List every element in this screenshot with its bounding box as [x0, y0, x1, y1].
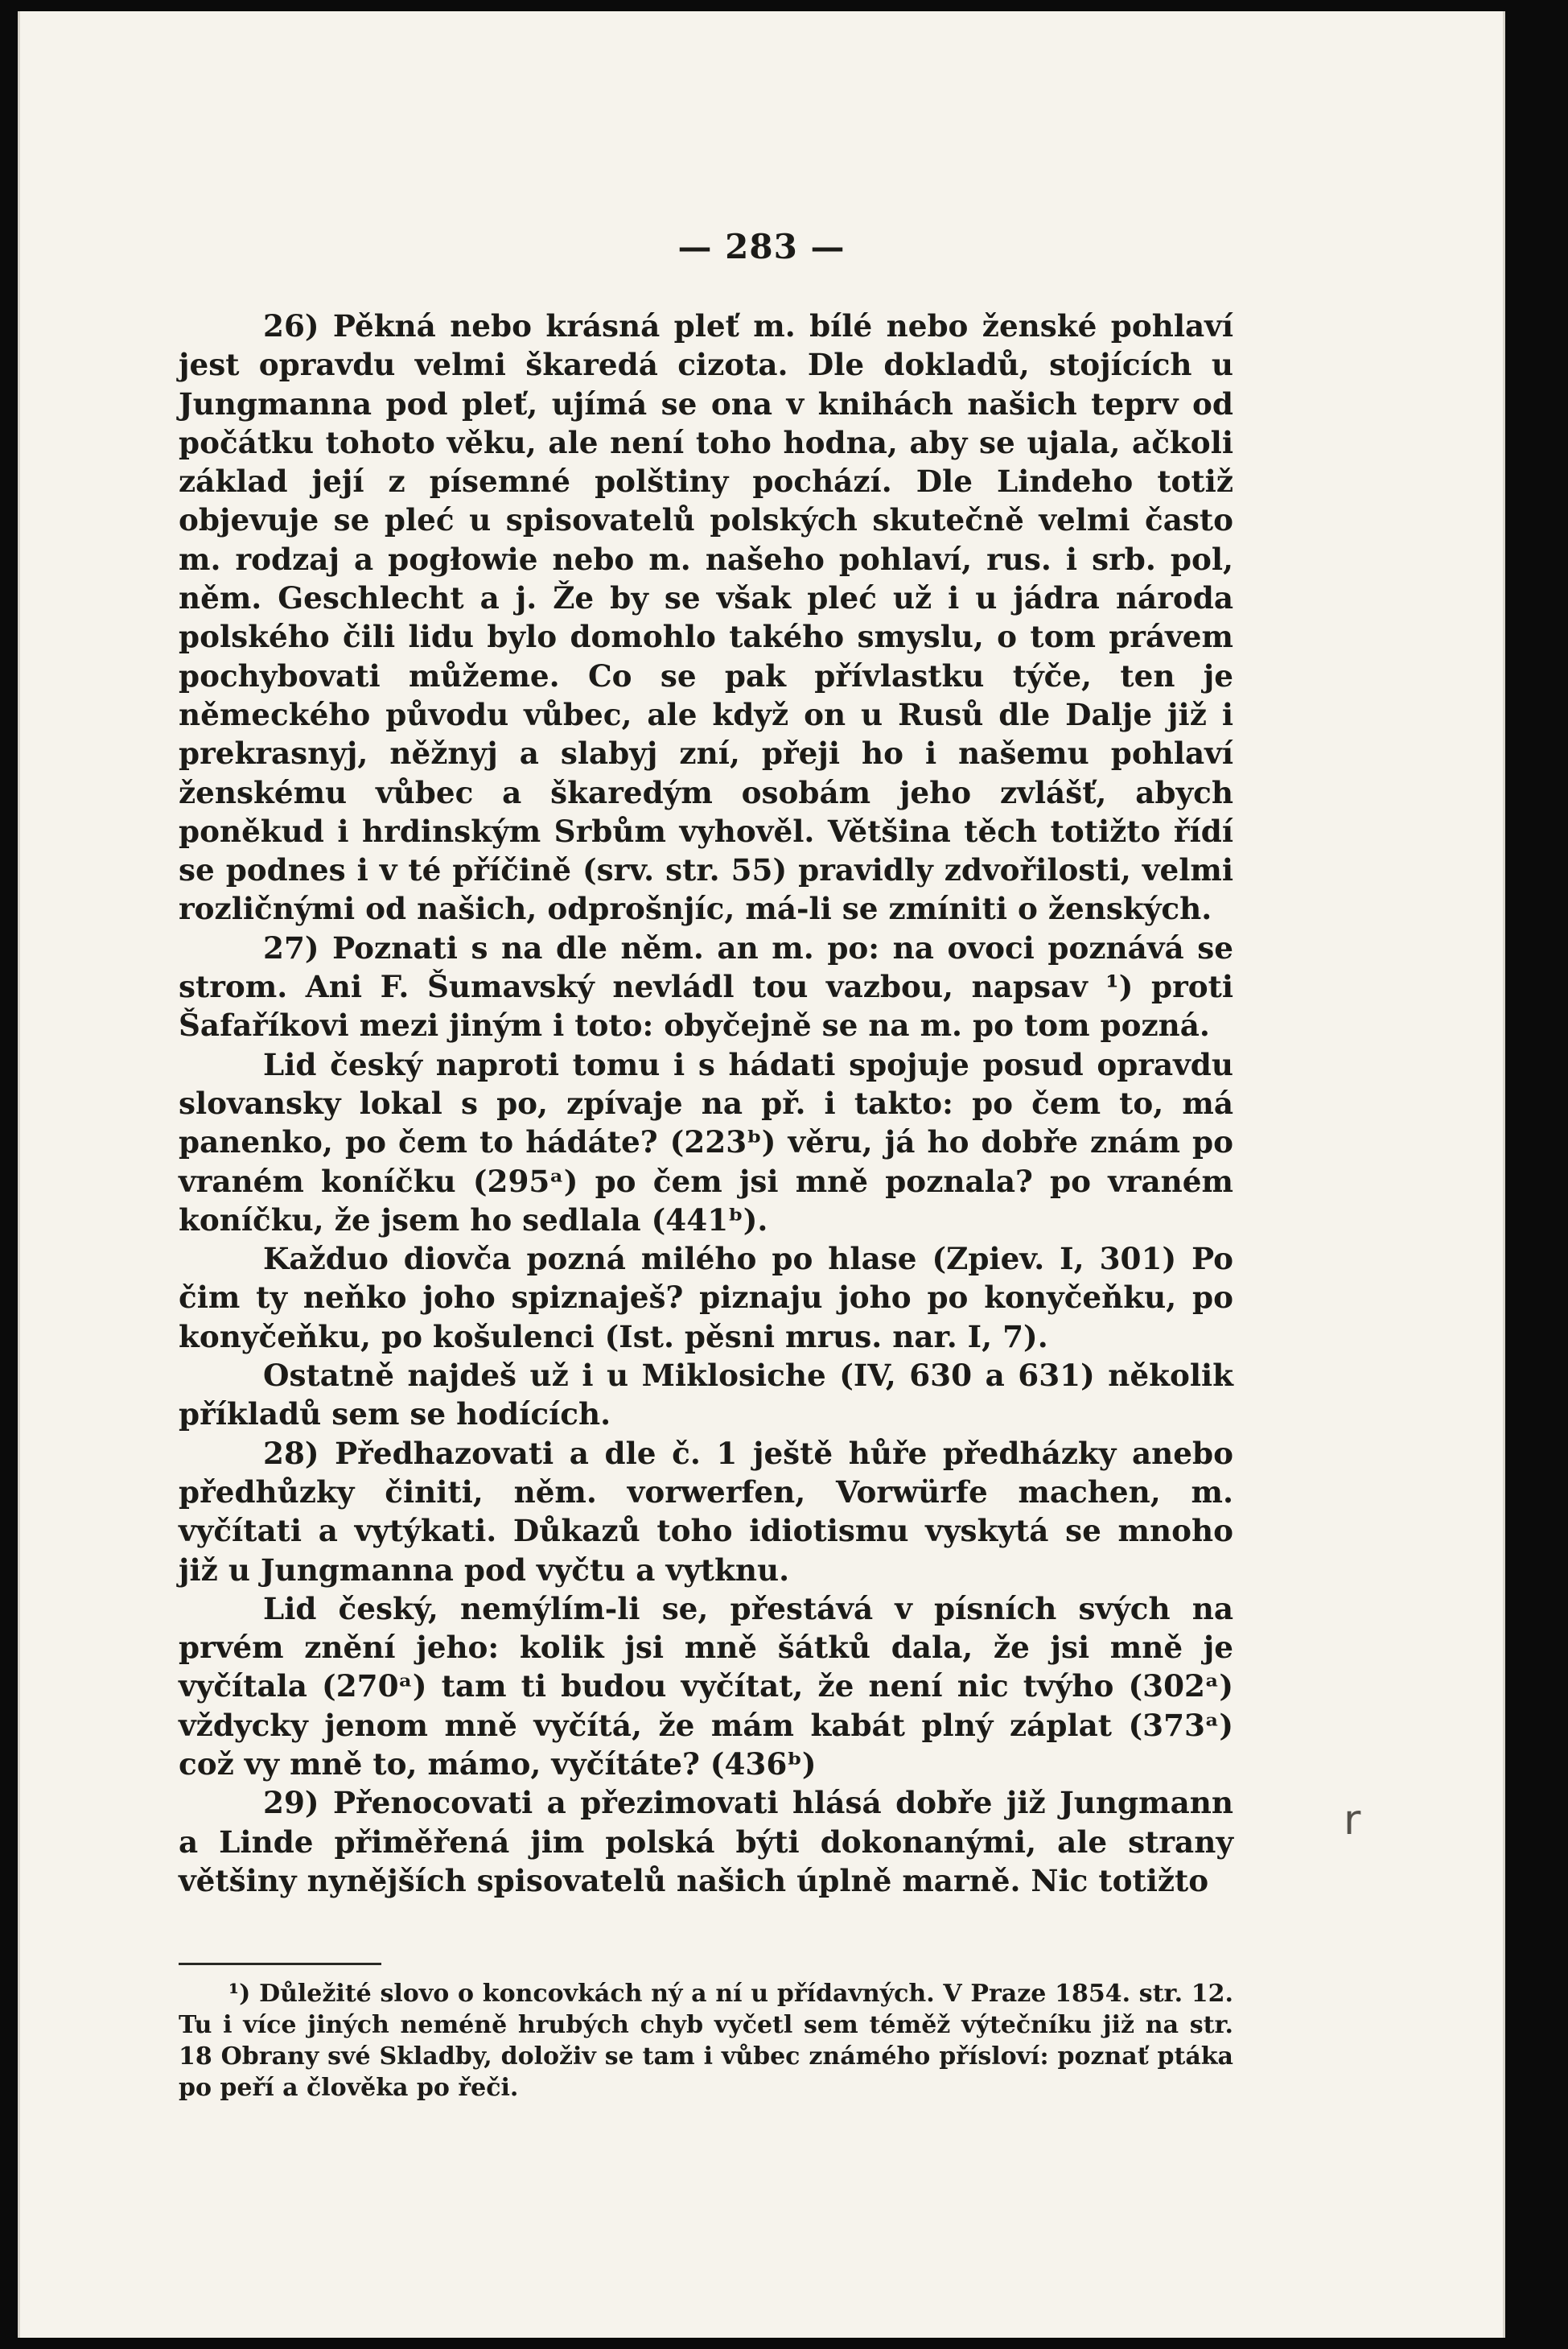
footnote-area: [179, 1978, 1233, 2104]
page-edge-left: [18, 11, 20, 2338]
page-edge-right: [1503, 11, 1505, 2338]
paragraph-26: 26) Pěkná nebo krásná pleť m. bílé nebo ženské pohlaví jest opravdu velmi škaredá cizota. Dle dokladů, stojících u Jungmanna pod pleť, ujímá se ona v knihách našich teprv od počátku tohoto věku, ale není toho hodna, aby se ujala, ačkoli základ její z písemné polštiny pochází. Dle Lindeho totiž objevuje se pleć u spisovatelů polských skutečně velmi často m. rodzaj a pogłowie nebo m. našeho pohlaví, rus. i srb. pol, něm. Geschlecht a j. Že by se však pleć už i u jádra národa polského čili lidu bylo domohlo takého smyslu, o tom právem pochybovati můžeme. Co se pak přívlastku týče, ten je německého původu vůbec, ale když on u Rusů dle Dalje již i prekrasnyj, něžnyj a slabyj zní, přeji ho i našemu pohlaví ženskému vůbec a škaredým osobám jeho zvlášť, abych poněkud i hrdinským Srbům vyhověl. Většina těch totižto řídí se podnes i v té příčině (srv. str. 55) pravidly zdvořilosti, velmi rozličnými od našich, odprošnjíc, má-li se zmíniti o ženských.: [179, 308, 1233, 927]
paragraph-28-lid: Lid český, nemýlím-li se, přestává v písních svých na prvém znění jeho: kolik jsi mně šátků dala, že jsi mně je vyčítala (270ᵃ) tam ti budou vyčítat, že není nic tvýho (302ᵃ) vždycky jenom mně vyčítá, že mám kabát plný záplat (373ᵃ) což vy mně to, mámo, vyčítáte? (436ᵇ): [179, 1590, 1233, 1782]
paragraph-27-lid: Lid český naproti tomu i s hádati spojuje posud opravdu slovansky lokal s po, zpívaje na př. i takto: po čem to, má panenko, po čem to hádáte? (223ᵇ) věru, já ho dobře znám po vraném koníčku (295ᵃ) po čem jsi mně poznala? po vraném koníčku, že jsem ho sedlala (441ᵇ).: [179, 1046, 1233, 1238]
paragraph-27-kazduo: Každuo diovča pozná milého po hlase (Zpiev. I, 301) Po čim ty neňko joho spiznaješ? piznaju joho po konyčeňku, po konyčeňku, po košulenci (Ist. pěsni mrus. nar. I, 7).: [179, 1241, 1233, 1354]
page-number: — 283 —: [677, 227, 846, 266]
paragraph-27-ostatne: Ostatně najdeš už i u Miklosiche (IV, 630 a 631) několik příkladů sem se hodících.: [179, 1358, 1233, 1432]
book-page: [18, 11, 1505, 2338]
footnote-1: ¹) Důležité slovo o koncovkách ný a ní u přídavných. V Praze 1854. str. 12. Tu i více jiných neméně hrubých chyb vyčetl sem téměž výtečníku již na str. 18 Obrany své Skladby, doloživ se tam i vůbec známého přísloví: poznať ptáka po peří a člověka po řeči.: [179, 1980, 1233, 2102]
paragraph-28: 28) Předhazovati a dle č. 1 ještě hůře předházky anebo předhůzky činiti, něm. vorwerfen, Vorwürfe machen, m. vyčítati a vytýkati. Důkazů toho idiotismu vyskytá se mnoho již u Jungmanna pod vyčtu a vytknu.: [179, 1435, 1233, 1588]
footnote-divider: [179, 1963, 381, 1965]
margin-pencil-mark: r: [1344, 1796, 1361, 1844]
paragraph-27: 27) Poznati s na dle něm. an m. po: na ovoci poznává se strom. Ani F. Šumavský nevládl tou vazbou, napsav ¹) proti Šafaříkovi mezi jiným i toto: obyčejně se na m. po tom pozná.: [179, 929, 1233, 1044]
paragraph-29: 29) Přenocovati a přezimovati hlásá dobře již Jungmann a Linde přiměřená jim polská býti dokonanými, ale strany většiny nynějších spisovatelů našich úplně marně. Nic totižto: [179, 1785, 1233, 1898]
main-text: [179, 307, 1233, 1900]
